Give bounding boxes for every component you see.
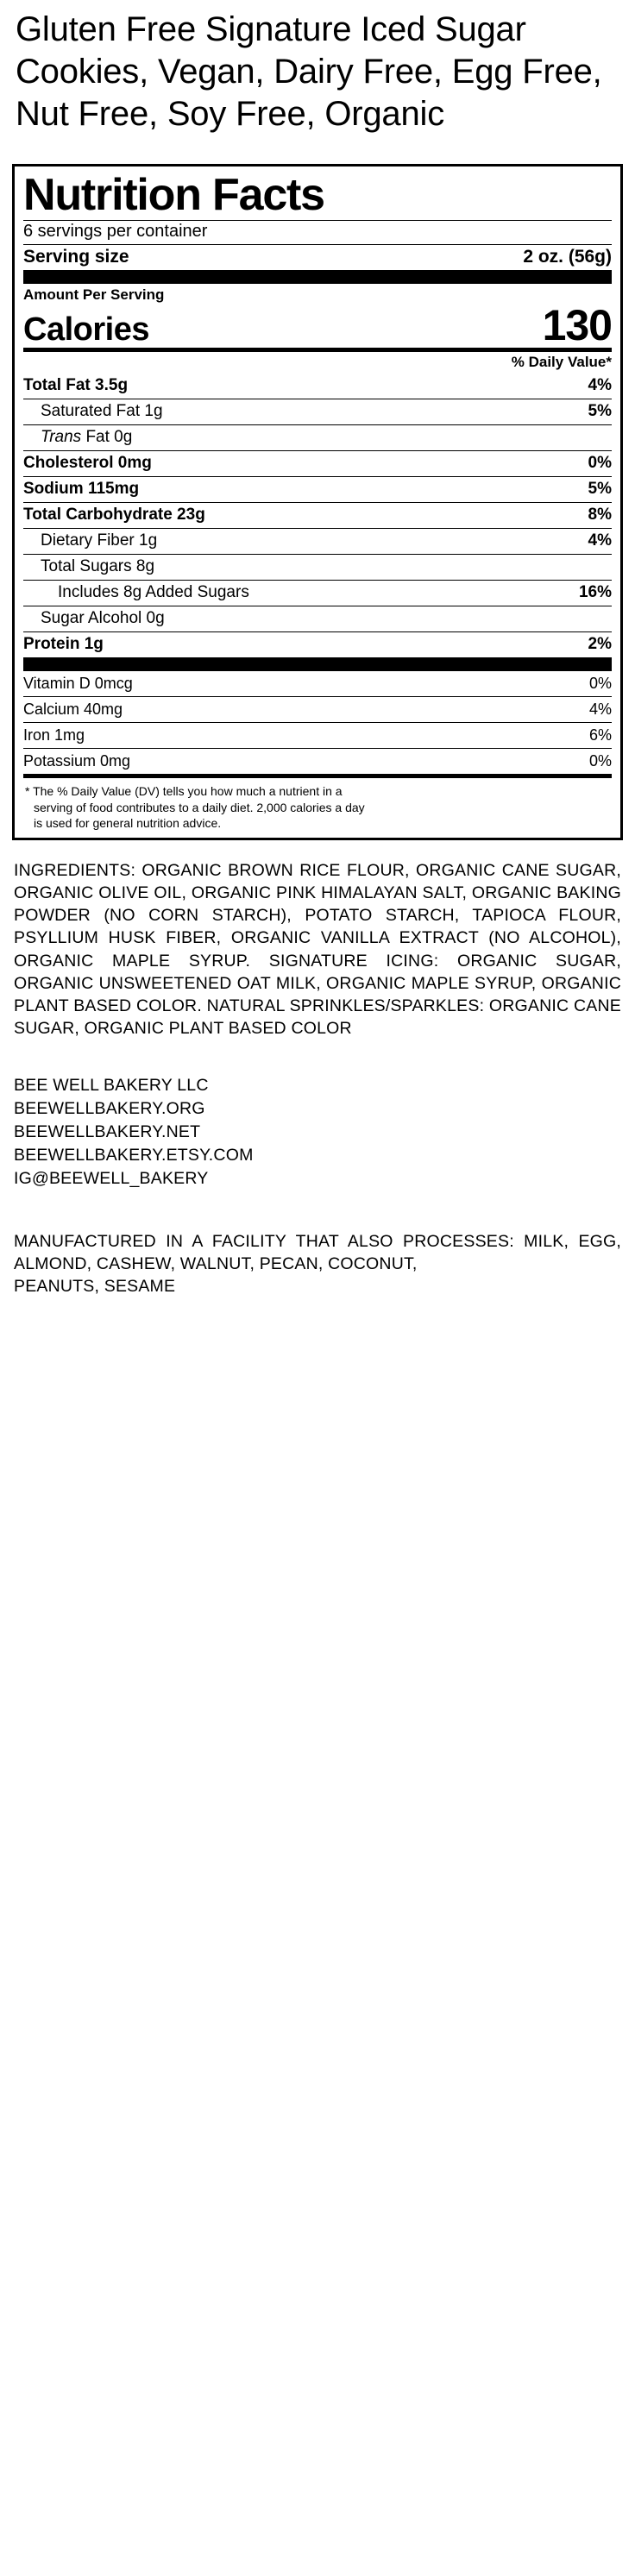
serving-size-value: 2 oz. (56g) xyxy=(523,247,612,267)
nutrient-label: Sodium 115mg xyxy=(23,480,140,499)
vitamin-label: Potassium 0mg xyxy=(23,752,131,770)
nutrient-label: Total Sugars 8g xyxy=(41,557,155,576)
nutrient-label: Includes 8g Added Sugars xyxy=(58,583,249,602)
nutrient-label-italic: Trans xyxy=(41,428,82,447)
calories-label: Calories xyxy=(23,311,149,348)
nutrient-row xyxy=(23,450,612,476)
nutrient-row xyxy=(23,554,612,580)
nutrient-daily-value: 4% xyxy=(588,376,612,395)
nutrient-daily-value: 5% xyxy=(588,480,612,499)
nutrient-label: Cholesterol 0mg xyxy=(23,454,152,473)
vitamin-daily-value: 4% xyxy=(588,701,612,719)
calories-row xyxy=(23,301,612,350)
vitamin-label: Vitamin D 0mcg xyxy=(23,675,133,693)
vitamin-label: Calcium 40mg xyxy=(23,701,123,719)
nutrient-row xyxy=(23,631,612,657)
vitamin-row xyxy=(23,696,612,722)
daily-value-footnote xyxy=(23,778,612,831)
nutrient-row xyxy=(23,502,612,528)
nutrient-label: Sugar Alcohol 0g xyxy=(41,609,165,628)
daily-value-header: % Daily Value* xyxy=(511,354,612,371)
nutrient-row xyxy=(23,528,612,554)
nutrition-facts-title: Nutrition Facts xyxy=(23,170,324,221)
nutrient-daily-value: 8% xyxy=(588,506,612,525)
nutrient-daily-value: 4% xyxy=(588,531,612,550)
serving-size-row xyxy=(23,245,612,270)
nutrient-row xyxy=(23,606,612,631)
nutrient-label: Total Carbohydrate 23g xyxy=(23,506,205,525)
divider-thick-calories xyxy=(23,270,612,284)
vitamin-daily-value: 6% xyxy=(588,726,612,745)
divider-thick-vitamins xyxy=(23,657,612,671)
product-title: Gluten Free Signature Iced Sugar Cookies, Vegan, Dairy Free, Egg Free, Nut Free, Soy Free, Organic xyxy=(16,10,602,133)
servings-per-container: 6 servings per container xyxy=(23,222,208,242)
vitamin-label: Iron 1mg xyxy=(23,726,85,745)
nutrient-row xyxy=(23,399,612,424)
nutrient-row xyxy=(23,424,612,450)
contact-line: BEEWELLBAKERY.NET xyxy=(14,1122,201,1141)
vitamin-row xyxy=(23,748,612,774)
nutrient-label: Saturated Fat 1g xyxy=(41,402,163,421)
facility-last-line: PEANUTS, SESAME xyxy=(14,1276,176,1296)
nutrient-daily-value: 16% xyxy=(578,583,612,602)
nutrient-daily-value: 2% xyxy=(588,635,612,654)
vitamin-daily-value: 0% xyxy=(588,752,612,770)
contact-block xyxy=(12,1074,623,1191)
amount-per-serving-label: Amount Per Serving xyxy=(23,286,165,304)
calories-value: 130 xyxy=(542,301,612,350)
nutrient-row xyxy=(23,374,612,399)
contact-line: BEEWELLBAKERY.ORG xyxy=(14,1098,205,1118)
serving-size-label: Serving size xyxy=(23,247,129,267)
nutrient-label: Total Fat 3.5g xyxy=(23,376,129,395)
contact-line: IG@BEEWELL_BAKERY xyxy=(14,1168,209,1188)
facility-text: MANUFACTURED IN A FACILITY THAT ALSO PROCESSES: MILK, EGG, ALMOND, CASHEW, WALNUT, PECAN, COCONUT, xyxy=(14,1231,621,1273)
nutrient-label: Trans Fat 0g xyxy=(41,428,133,447)
vitamin-daily-value: 0% xyxy=(588,675,612,693)
ingredients-text: INGREDIENTS: ORGANIC BROWN RICE FLOUR, ORGANIC CANE SUGAR, ORGANIC OLIVE OIL, ORGANIC PINK HIMALAYAN SALT, ORGANIC BAKING POWDER (NO CORN STARCH), POTATO STARCH, TAPIOCA FLOUR, PSYLLIUM HUSK FIBER, ORGANIC VANILLA EXTRACT (NO ALCOHOL), ORGANIC MAPLE SYRUP. SIGNATURE ICING: ORGANIC SUGAR, ORGANIC UNSWEETENED OAT MILK, ORGANIC MAPLE SYRUP, ORGANIC PLANT BASED COLOR. NATURAL SPRINKLES/SPARKLES: ORGANIC CANE SUGAR, ORGANIC PLANT BASED COLOR xyxy=(14,861,621,1038)
nutrient-row xyxy=(23,476,612,502)
contact-line: BEE WELL BAKERY LLC xyxy=(14,1076,209,1096)
nutrient-daily-value: 0% xyxy=(588,454,612,473)
nutrient-daily-value: 5% xyxy=(588,402,612,421)
vitamin-rows xyxy=(23,671,612,774)
vitamin-row xyxy=(23,671,612,696)
footnote-line-3: is used for general nutrition advice. xyxy=(34,815,222,830)
footnote-line-2: serving of food contributes to a daily diet. 2,000 calories a day xyxy=(34,800,365,814)
facility-allergen-statement xyxy=(12,1230,623,1297)
nutrient-row xyxy=(23,580,612,606)
nutrient-rows xyxy=(23,374,612,657)
nutrient-label: Dietary Fiber 1g xyxy=(41,531,158,550)
contact-line: BEEWELLBAKERY.ETSY.COM xyxy=(14,1145,254,1165)
vitamin-row xyxy=(23,722,612,748)
footnote-line-1: * The % Daily Value (DV) tells you how much a nutrient in a xyxy=(25,784,343,799)
nutrition-facts-panel xyxy=(12,164,623,840)
nutrient-label: Protein 1g xyxy=(23,635,104,654)
